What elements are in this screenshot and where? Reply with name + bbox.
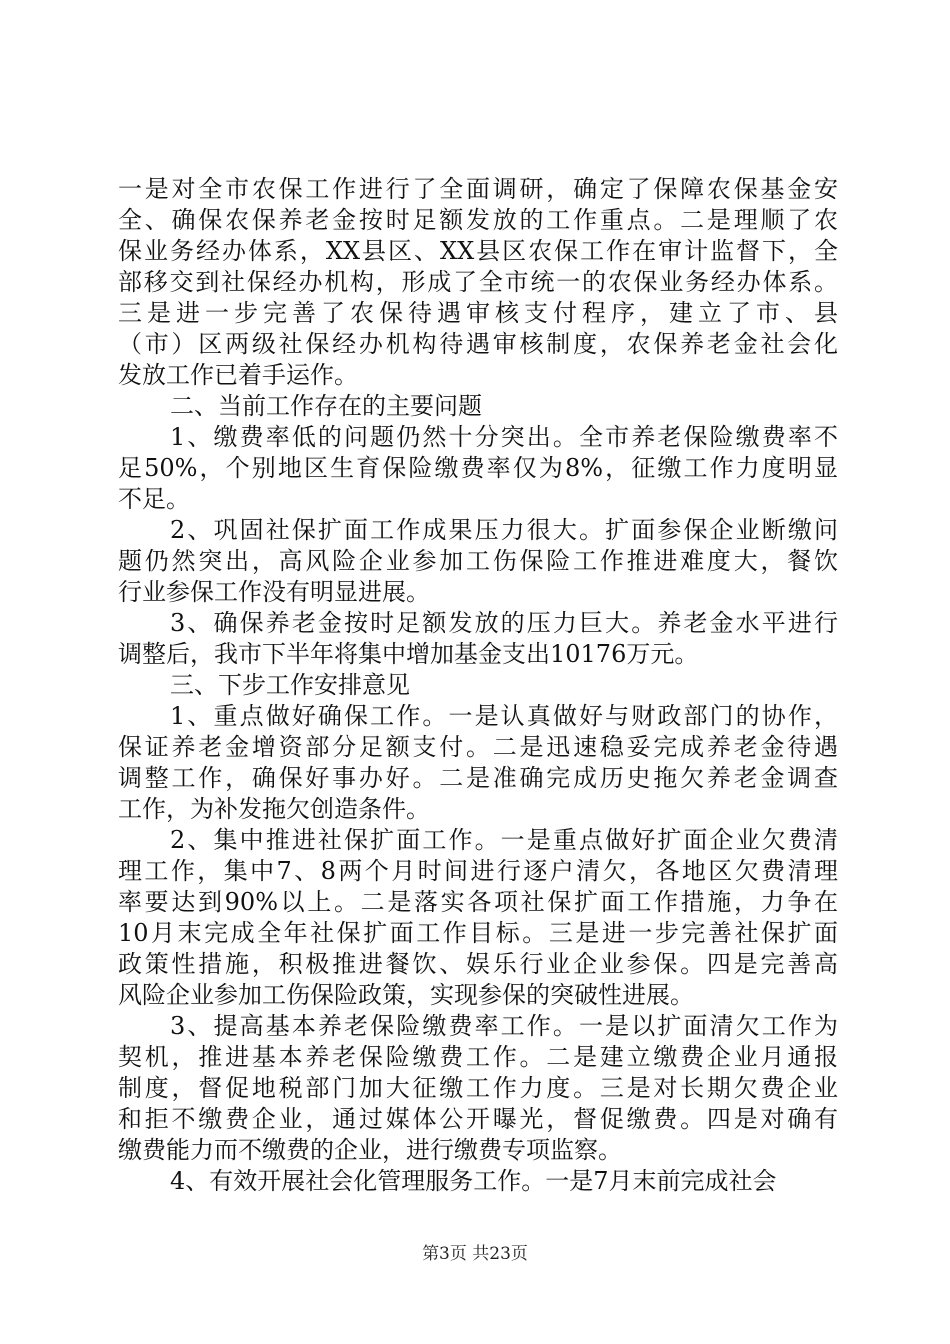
paragraph-line: 制度，督促地税部门加大征缴工作力度。三是对长期欠费企业 [118,1074,838,1102]
paragraph-line: 发放工作已着手运作。 [118,361,358,389]
paragraph-line: 保业务经办体系，XX县区、XX县区农保工作在审计监督下，全 [118,237,838,265]
paragraph-line: 部移交到社保经办机构，形成了全市统一的农保业务经办体系。 [118,268,838,296]
paragraph-line: 三是进一步完善了农保待遇审核支付程序，建立了市、县 [118,299,838,327]
paragraph-line: 调整后，我市下半年将集中增加基金支出10176万元。 [118,640,699,668]
paragraph-line: 保证养老金增资部分足额支付。二是迅速稳妥完成养老金待遇 [118,733,838,761]
paragraph-line: 缴费能力而不缴费的企业，进行缴费专项监察。 [118,1136,622,1164]
paragraph-line: 风险企业参加工伤保险政策，实现参保的突破性进展。 [118,981,694,1009]
section-heading: 二、当前工作存在的主要问题 [170,392,482,420]
paragraph-line: 和拒不缴费企业，通过媒体公开曝光，督促缴费。四是对确有 [118,1105,838,1133]
paragraph-line: 2、巩固社保扩面工作成果压力很大。扩面参保企业断缴问 [170,516,838,544]
paragraph-line: 2、集中推进社保扩面工作。一是重点做好扩面企业欠费清 [170,826,838,854]
paragraph-line: 政策性措施，积极推进餐饮、娱乐行业企业参保。四是完善高 [118,950,838,978]
paragraph-line: 调整工作，确保好事办好。二是准确完成历史拖欠养老金调查 [118,764,838,792]
paragraph-line: 不足。 [118,485,190,513]
paragraph-line: 足50%，个别地区生育保险缴费率仅为8%，征缴工作力度明显 [118,454,838,482]
paragraph-line: 率要达到90%以上。二是落实各项社保扩面工作措施，力争在 [118,888,838,916]
paragraph-line: （市）区两级社保经办机构待遇审核制度，农保养老金社会化 [118,330,838,358]
page-number-footer: 第3页 共23页 [422,1244,528,1264]
paragraph-line: 契机，推进基本养老保险缴费工作。二是建立缴费企业月通报 [118,1043,838,1071]
paragraph-line: 1、缴费率低的问题仍然十分突出。全市养老保险缴费率不 [170,423,838,451]
section-heading: 三、下步工作安排意见 [170,671,410,699]
paragraph-line: 1、重点做好确保工作。一是认真做好与财政部门的协作， [170,702,838,730]
paragraph-line: 全、确保农保养老金按时足额发放的工作重点。二是理顺了农 [118,206,838,234]
paragraph-line: 4、有效开展社会化管理服务工作。一是7月末前完成社会 [170,1167,777,1195]
paragraph-line: 工作，为补发拖欠创造条件。 [118,795,430,823]
paragraph-line: 10月末完成全年社保扩面工作目标。三是进一步完善社保扩面 [118,919,838,947]
paragraph-line: 一是对全市农保工作进行了全面调研，确定了保障农保基金安 [118,175,838,203]
paragraph-line: 行业参保工作没有明显进展。 [118,578,430,606]
paragraph-line: 理工作，集中7、8两个月时间进行逐户清欠，各地区欠费清理 [118,857,838,885]
paragraph-line: 题仍然突出，高风险企业参加工伤保险工作推进难度大，餐饮 [118,547,838,575]
paragraph-line: 3、确保养老金按时足额发放的压力巨大。养老金水平进行 [170,609,838,637]
paragraph-line: 3、提高基本养老保险缴费率工作。一是以扩面清欠工作为 [170,1012,838,1040]
